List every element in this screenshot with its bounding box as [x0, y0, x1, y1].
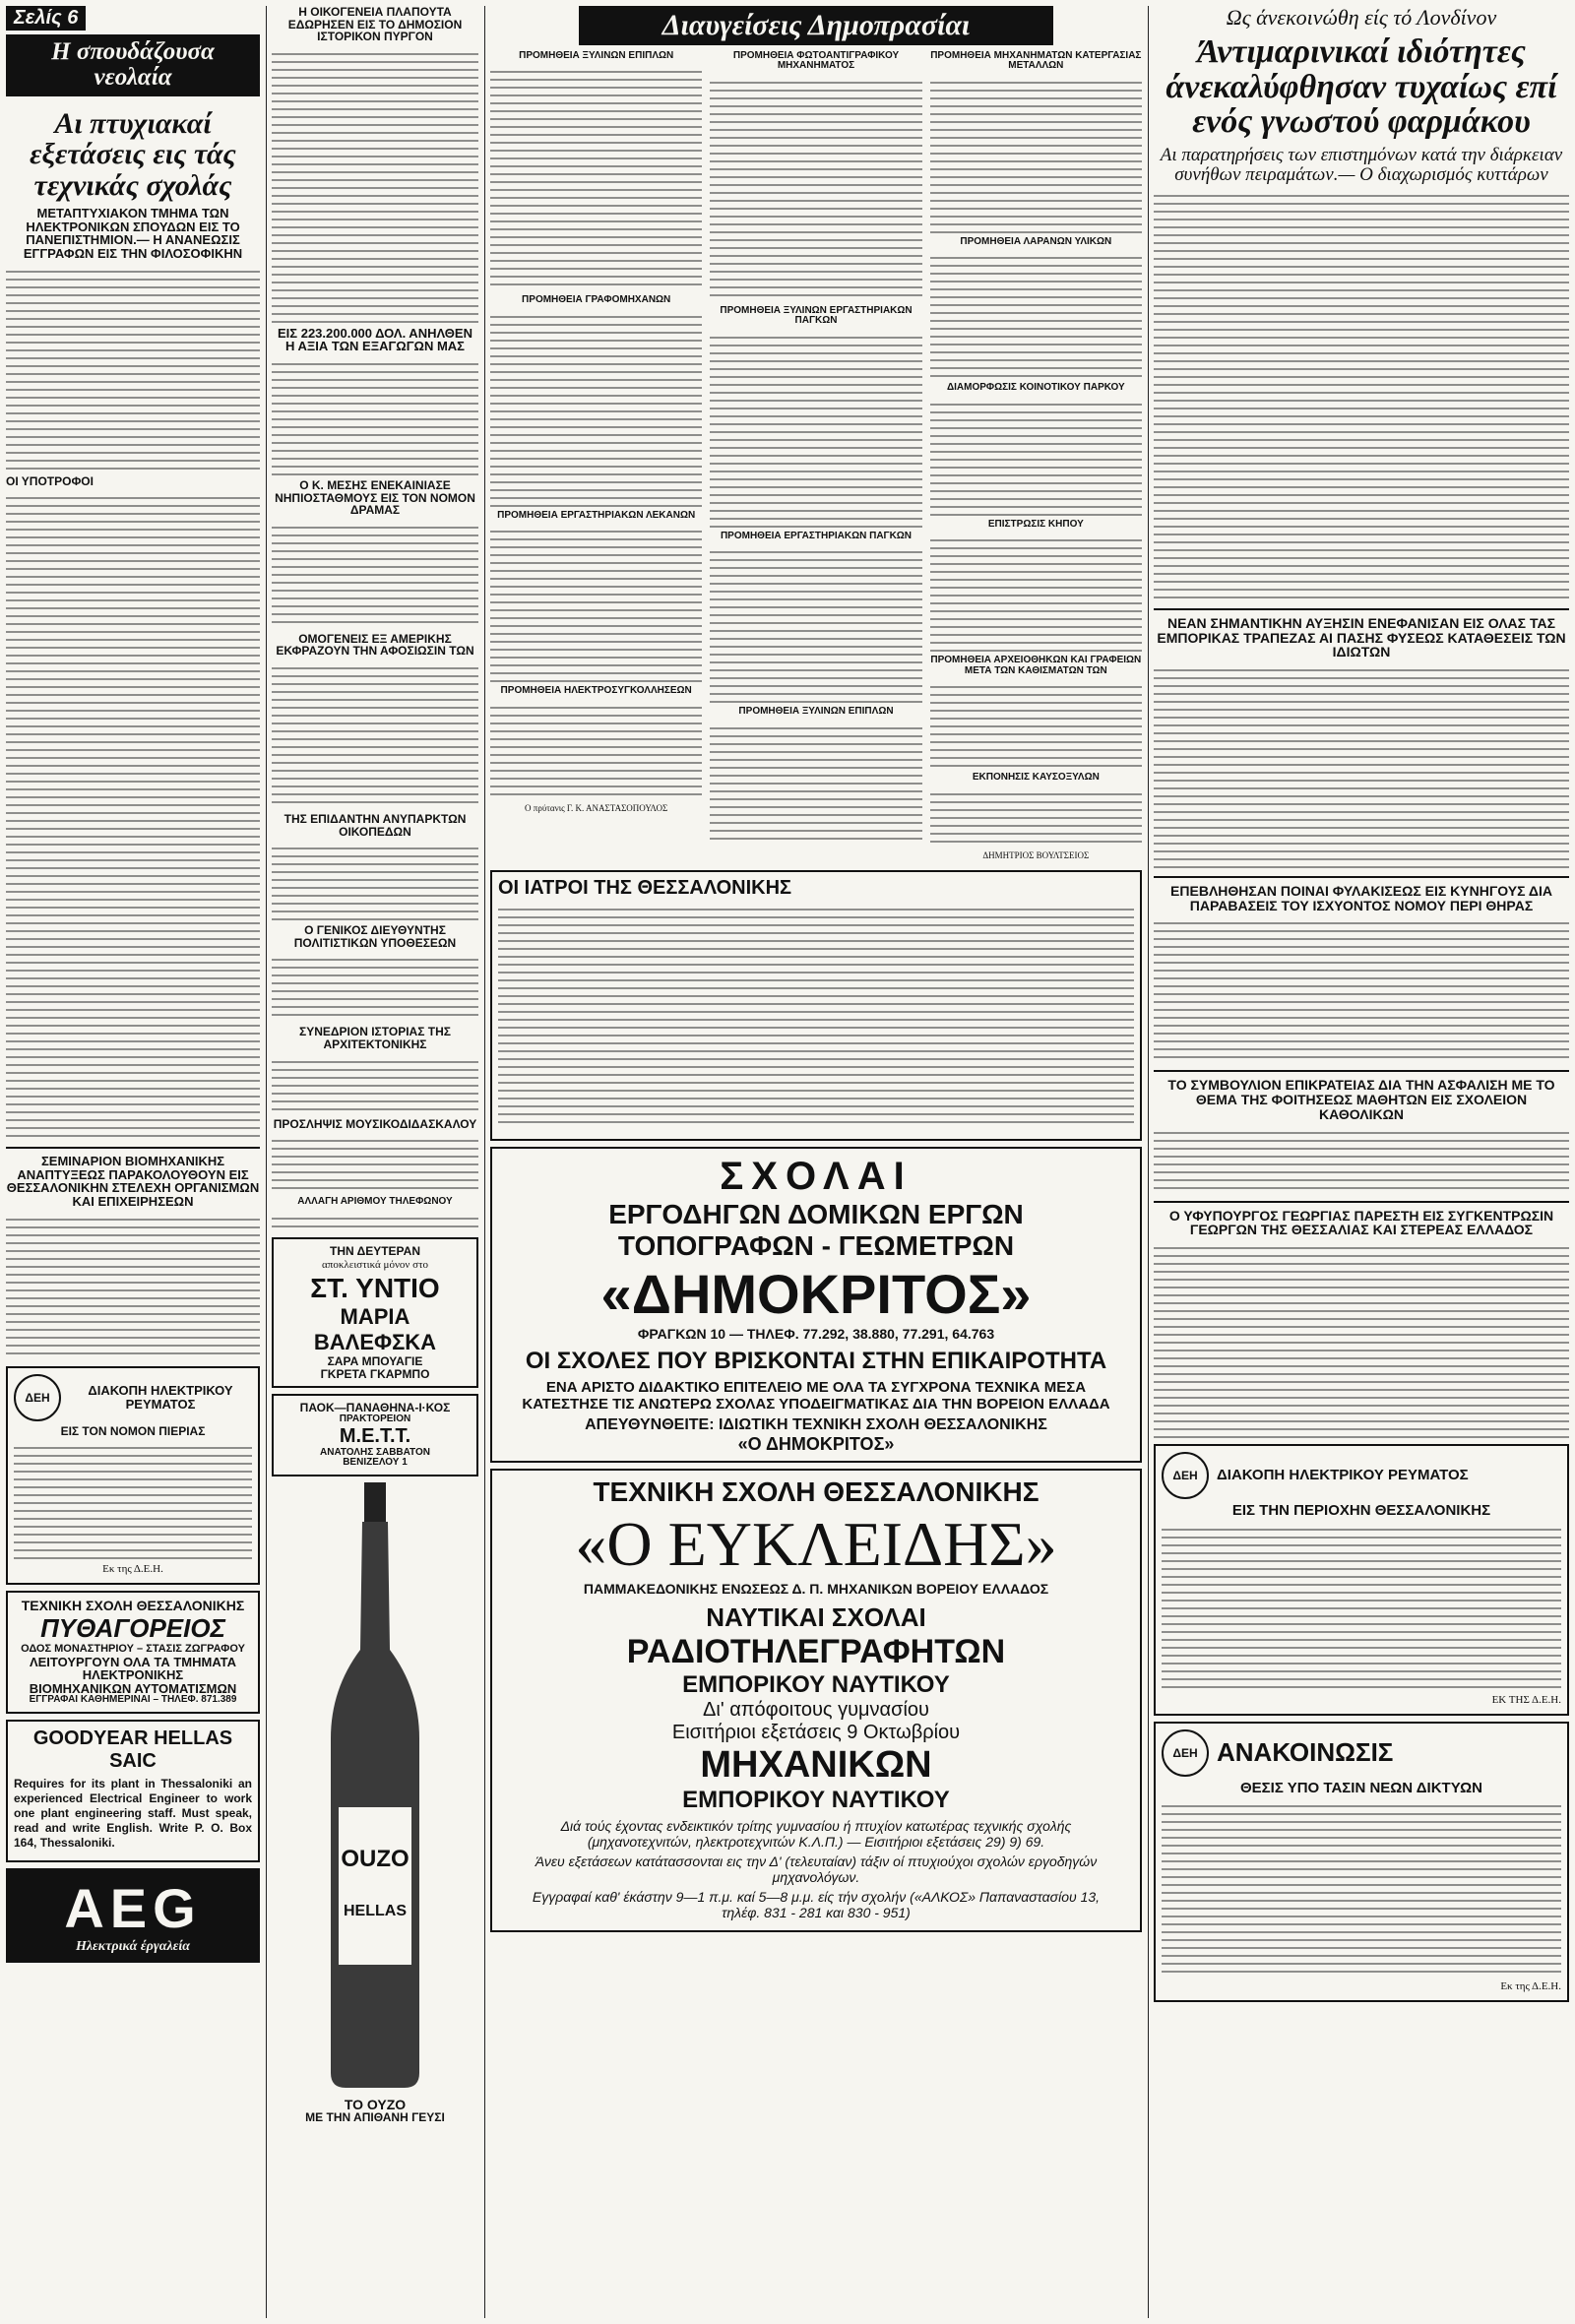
headline: Ο ΓΕΝΙΚΟΣ ΔΙΕΥΘΥΝΤΗΣ ΠΟΛΙΤΙΣΤΙΚΩΝ ΥΠΟΘΕΣΕΩΝ — [293, 923, 457, 950]
headline: Η ΟΙΚΟΓΕΝΕΙΑ ΠΛΑΠΟΥΤΑ ΕΔΩΡΗΣΕΝ ΕΙΣ ΤΟ ΔΗΜΟΣΙΟΝ ΙΣΤΟΡΙΚΟΝ ΠΥΡΓΟΝ — [287, 5, 463, 44]
ad-line: ΒΕΝΙΖΕΛΟΥ 1 — [343, 1457, 408, 1469]
ad-line: ΠΑΟΚ—ΠΑΝΑΘΗΝΑ-Ι·ΚΟΣ — [299, 1401, 451, 1415]
article-body — [272, 47, 478, 323]
section-badge: Σελίς 6 — [6, 6, 86, 31]
auction-title: ΠΡΟΜΗΘΕΙΑ ΜΗΧΑΝΗΜΑΤΩΝ ΚΑΤΕΡΓΑΣΙΑΣ ΜΕΤΑΛΛΩΝ — [930, 49, 1142, 71]
seminar-headline: ΣΕΜΙΝΑΡΙΟΝ ΒΙΟΜΗΧΑΝΙΚΗΣ ΑΝΑΠΤΥΞΕΩΣ ΠΑΡΑΚΟΛΟΥΘΟΥΝ ΕΙΣ ΘΕΣΣΑΛΟΝΙΚΗΝ ΣΤΕΛΕΧΗ ΟΡΓΑΝΙΣΜΩΝ ΚΑΙ ΕΠΙΧΕΙΡΗΣΕΩΝ — [6, 1154, 260, 1210]
ouzo-brand: HELLAS — [344, 1902, 407, 1919]
auction-column — [710, 51, 921, 862]
aeg-tagline: Ηλεκτρικά έργαλεία — [75, 1938, 191, 1954]
ad-line: ΤΕΧΝΙΚΗ ΣΧΟΛΗ ΘΕΣΣΑΛΟΝΙΚΗΣ — [593, 1476, 1040, 1507]
ouzo-ad — [272, 1482, 478, 2124]
announcement-notice — [1154, 1722, 1569, 2003]
deh-notice-region: ΕΙΣ ΤΟΝ ΝΟΜΟΝ ΠΙΕΡΙΑΣ — [60, 1423, 206, 1438]
ad-line: ΕΡΓΟΔΗΓΩΝ ΔΟΜΙΚΩΝ ΕΡΓΩΝ — [608, 1198, 1024, 1229]
auction-title: ΠΡΟΜΗΘΕΙΑ ΗΛΕΚΤΡΟΣΥΓΚΟΛΛΗΣΕΩΝ — [500, 685, 692, 696]
article-body — [272, 1212, 478, 1231]
ad-line: ΕΜΠΟΡΙΚΟΥ ΝΑΥΤΙΚΟΥ — [682, 1786, 950, 1813]
doctors-directory — [490, 870, 1142, 1141]
ad-line: ΤΗΝ ΔΕΥΤΕΡΑΝ — [330, 1243, 420, 1258]
ouzo-bottle-icon — [321, 1482, 429, 2093]
auction-body — [490, 310, 702, 507]
auction-title: ΠΡΟΜΗΘΕΙΑ ΞΥΛΙΝΩΝ ΕΠΙΠΛΩΝ — [519, 49, 674, 61]
headline: Ο Κ. ΜΕΣΗΣ ΕΝΕΚΑΙΝΙΑΣΕ ΝΗΠΙΟΣΤΑΘΜΟΥΣ ΕΙΣ ΤΟΝ ΝΟΜΟΝ ΔΡΑΜΑΣ — [275, 478, 475, 518]
ad-line: Εγγραφαί καθ' έκάστην 9—1 π.μ. καί 5—8 μ.μ. είς τήν σχολήν («ΑΛΚΟΣ» Παπαναστασίου 13, τηλέφ. 831 - 281 και 830 - 951) — [532, 1888, 1101, 1920]
subhead-scholars: ΟΙ ΥΠΟΤΡΟΦΟΙ — [6, 473, 94, 488]
aeg-logo: AEG — [64, 1876, 202, 1939]
ad-line: ΕΝΑ ΑΡΙΣΤΟ ΔΙΔΑΚΤΙΚΟ ΕΠΙΤΕΛΕΙΟ ΜΕ ΟΛΑ ΤΑ ΣΥΓΧΡΟΝΑ ΤΕΧΝΙΚΑ ΜΕΣΑ ΚΑΤΕΣΤΗΣΕ ΤΙΣ ΑΝΩΤΕΡΩ ΣΧΟΛΑΣ ΥΠΟΔΕΙΓΜΑΤΙΚΑΣ ΔΙΑ ΤΗΝ ΒΟΡΕΙΟΝ ΕΛΛΑΔΑ — [522, 1378, 1110, 1413]
ouzo-label: OUZO — [341, 1845, 410, 1872]
newspaper-page — [6, 6, 1569, 2318]
deh-signature: Εκ της Δ.Ε.Η. — [102, 1563, 163, 1576]
auction-title: ΠΡΟΜΗΘΕΙΑ ΓΡΑΦΟΜΗΧΑΝΩΝ — [522, 294, 671, 305]
auction-title: ΠΡΟΜΗΘΕΙΑ ΛΑΡΑΝΩΝ ΥΛΙΚΩΝ — [960, 235, 1112, 247]
ad-line: ΤΕΧΝΙΚΗ ΣΧΟΛΗ ΘΕΣΣΑΛΟΝΙΚΗΣ — [21, 1598, 245, 1614]
ouzo-caption: ΜΕ ΤΗΝ ΑΠΙΘΑΝΗ ΓΕΥΣΙ — [305, 2110, 445, 2125]
article-body — [272, 842, 478, 920]
auction-title: ΠΡΟΜΗΘΕΙΑ ΦΩΤΟΑΝΤΙΓΡΑΦΙΚΟΥ ΜΗΧΑΝΗΜΑΤΟΣ — [732, 49, 900, 71]
ad-line: ΕΓΓΡΑΦΑΙ ΚΑΘΗΜΕΡΙΝΑΙ – ΤΗΛΕΦ. 871.389 — [29, 1694, 237, 1706]
paok-ticket-ad — [272, 1394, 478, 1476]
auction-signature: Ο πρύτανις Γ. Κ. ΑΝΑΣΤΑΣΟΠΟΥΛΟΣ — [525, 802, 668, 813]
article-body — [1154, 1241, 1569, 1438]
notice-body — [1162, 1523, 1561, 1690]
ad-line: ΣΑΡΑ ΜΠΟΥΑΓΙΕ — [327, 1354, 423, 1369]
auction-title: ΠΡΟΜΗΘΕΙΑ ΕΡΓΑΣΤΗΡΙΑΚΩΝ ΠΑΓΚΩΝ — [720, 530, 913, 541]
ad-line: ΕΜΠΟΡΙΚΟΥ ΝΑΥΤΙΚΟΥ — [682, 1670, 950, 1698]
studio-cinema-ad — [272, 1237, 478, 1389]
column-1 — [6, 6, 260, 1963]
column-divider — [484, 6, 485, 2318]
ad-line: αποκλειστικά μόνον στο — [322, 1259, 428, 1272]
headline: ΕΠΕΒΛΗΘΗΣΑΝ ΠΟΙΝΑΙ ΦΥΛΑΚΙΣΕΩΣ ΕΙΣ ΚΥΝΗΓΟΥΣ ΔΙΑ ΠΑΡΑΒΑΣΕΙΣ ΤΟΥ ΙΣΧΥΟΝΤΟΣ ΝΟΜΟΥ ΠΕΡΙ ΘΗΡΑΣ — [1170, 883, 1552, 913]
main-headline: Άντιμαρινικαί ιδιότητες άνεκαλύφθησαν τυχαίως επί ενός γνωστού φαρμάκου — [1166, 33, 1557, 141]
divider — [6, 1147, 260, 1149]
notice-body — [14, 1441, 252, 1559]
main-subheadline: ΜΕΤΑΠΤΥΧΙΑΚΟΝ ΤΜΗΜΑ ΤΩΝ ΗΛΕΚΤΡΟΝΙΚΩΝ ΣΠΟΥΔΩΝ ΕΙΣ ΤΟ ΠΑΝΕΠΙΣΤΗΜΙΟΝ.— Η ΑΝΑΝΕΩΣΙΣ ΕΓΓΡΑΦΩΝ ΕΙΣ ΤΗΝ ΦΙΛΟΣΟΦΙΚΗΝ — [23, 206, 243, 261]
deh-logo-icon: ΔΕΗ — [14, 1374, 61, 1421]
article-body — [1154, 189, 1569, 602]
article-body — [6, 491, 260, 1141]
goodyear-ad — [6, 1720, 260, 1862]
auction-title: ΠΡΟΜΗΘΕΙΑ ΕΡΓΑΣΤΗΡΙΑΚΩΝ ΛΕΚΑΝΩΝ — [497, 509, 696, 521]
auction-title: ΠΡΟΜΗΘΕΙΑ ΑΡΧΕΙΟΘΗΚΩΝ ΚΑΙ ΓΡΑΦΕΙΩΝ ΜΕΤΑ ΤΩΝ ΚΑΘΙΣΜΑΤΩΝ ΤΩΝ — [930, 655, 1142, 676]
headline: ΟΜΟΓΕΝΕΙΣ ΕΞ ΑΜΕΡΙΚΗΣ ΕΚΦΡΑΖΟΥΝ ΤΗΝ ΑΦΟΣΙΩΣΙΝ ΤΩΝ — [276, 631, 474, 659]
ad-line: ΦΡΑΓΚΩΝ 10 — ΤΗΛΕΦ. 77.292, 38.880, 77.291, 64.763 — [637, 1325, 995, 1342]
column-2 — [272, 6, 478, 2124]
ad-line: Δι' απόφοιτους γυμνασίου — [703, 1698, 929, 1721]
auction-column — [490, 51, 702, 862]
auction-body — [490, 701, 702, 799]
article-body — [272, 521, 478, 629]
auction-body — [930, 251, 1142, 379]
auction-body — [930, 787, 1142, 847]
divider — [1154, 1201, 1569, 1203]
ad-line: Διά τούς έχοντας ενδεικτικόν τρίτης γυμνασίου ή πτυχίον κατωτέρας τεχνικής σχολής (μηχανοτεχνιτών, ηλεκτροτεχνιτών Κ.Λ.Π.) — Εισιτήριοι εξετάσεις 29) 9) 69. — [560, 1817, 1072, 1850]
deh-notice-region: ΕΙΣ ΤΗΝ ΠΕΡΙΟΧΗΝ ΘΕΣΣΑΛΟΝΙΚΗΣ — [1231, 1501, 1491, 1519]
main-subheadline: Αι παρατηρήσεις των επιστημόνων κατά την διάρκειαν συνήθων πειραμάτων.— Ο διαχωρισμός κυττάρων — [1160, 145, 1563, 186]
eukleidis-ad — [490, 1469, 1142, 1932]
doctors-heading: ΟΙ ΙΑΤΡΟΙ ΤΗΣ ΘΕΣΣΑΛΟΝΙΚΗΣ — [498, 876, 792, 899]
school-name: «ΔΗΜΟΚΡΙΤΟΣ» — [600, 1262, 1032, 1325]
auction-title: ΕΠΙΣΤΡΩΣΙΣ ΚΗΠΟΥ — [987, 518, 1084, 530]
article-body — [6, 265, 260, 471]
column-6 — [1154, 6, 1569, 2008]
ad-line: ΤΟΠΟΓΡΑΦΩΝ - ΓΕΩΜΕΤΡΩΝ — [617, 1229, 1015, 1261]
article-kicker: Ως άνεκοινώθη είς τό Λονδίνον — [1226, 5, 1497, 30]
article-body — [1154, 916, 1569, 1064]
auctions-columns — [490, 51, 1142, 862]
ad-title: ΠΥΘΑΓΟΡΕΙΟΣ — [40, 1613, 225, 1643]
deh-notice-title: ΔΙΑΚΟΠΗ ΗΛΕΚΤΡΙΚΟΥ ΡΕΥΜΑΤΟΣ — [1217, 1467, 1469, 1484]
auction-body — [930, 76, 1142, 233]
section-banner: Η σπουδάζουσα νεολαία — [6, 34, 260, 96]
ad-line: ΠΑΜΜΑΚΕΔΟΝΙΚΗΣ ΕΝΩΣΕΩΣ Δ. Π. ΜΗΧΑΝΙΚΩΝ ΒΟΡΕΙΟΥ ΕΛΛΑΔΟΣ — [583, 1580, 1049, 1597]
notice-body — [1162, 1799, 1561, 1977]
pythagoreios-ad — [6, 1591, 260, 1714]
cinema-name: ΣΤ. ΥΝΤΙΟ — [310, 1273, 440, 1304]
ad-line: ΡΑΔΙΟΤΗΛΕΓΡΑΦΗΤΩΝ — [626, 1632, 1006, 1670]
deh-notice — [6, 1366, 260, 1586]
ad-line: ΛΕΙΤΟΥΡΓΟΥΝ ΟΛΑ ΤΑ ΤΜΗΜΑΤΑ — [29, 1654, 237, 1669]
column-divider — [1148, 6, 1149, 2318]
auction-body — [490, 525, 702, 682]
deh-logo-icon: ΔΕΗ — [1162, 1452, 1209, 1499]
ad-line: ΒΙΟΜΗΧΑΝΙΚΩΝ ΑΥΤΟΜΑΤΙΣΜΩΝ — [29, 1680, 237, 1696]
headline: ΤΗΣ ΕΠΙΔΑΝΤΗΝ ΑΝΥΠΑΡΚΤΩΝ ΟΙΚΟΠΕΔΩΝ — [284, 812, 467, 839]
auction-body — [710, 331, 921, 528]
divider — [1154, 1070, 1569, 1072]
article-body — [272, 1055, 478, 1114]
article-body — [272, 357, 478, 475]
aeg-ad — [6, 1868, 260, 1963]
ad-line: «Ο ΔΗΜΟΚΡΙΤΟΣ» — [737, 1433, 895, 1454]
column-divider — [266, 6, 267, 2318]
headline: ΑΛΛΑΓΗ ΑΡΙΘΜΟΥ ΤΗΛΕΦΩΝΟΥ — [297, 1196, 453, 1208]
goodyear-text: Requires for its plant in Thessaloniki an experienced Electrical Engineer to work one plant engineering staff. Must speak, read and write English. Write P. O. Box 164, Thessaloniki. — [14, 1776, 252, 1850]
ad-line: ΝΑΥΤΙΚΑΙ ΣΧΟΛΑΙ — [706, 1602, 926, 1632]
headline: ΠΡΟΣΛΗΨΙΣ ΜΟΥΣΙΚΟΔΙΔΑΣΚΑΛΟΥ — [273, 1116, 477, 1131]
main-headline: Αι πτυχιακαί εξετάσεις εις τάς τεχνικάς σχολάς — [30, 106, 236, 202]
ad-line: ΠΡΑΚΤΟΡΕΙΟΝ — [339, 1413, 411, 1425]
auction-body — [930, 534, 1142, 652]
ad-line: ΣΧΟΛΑΙ — [720, 1154, 913, 1198]
auction-signature: ΔΗΜΗΤΡΙΟΣ ΒΟΥΛΤΣΕΙΟΣ — [982, 849, 1090, 860]
announcement-signature: Εκ της Δ.Ε.Η. — [1500, 1980, 1561, 1993]
auction-body — [710, 545, 921, 703]
goodyear-title: GOODYEAR HELLAS SAIC — [32, 1727, 233, 1772]
ad-line: Άνευ εξετάσεων κατάτασσονται εις την Δ' (τελευταίαν) τάξιν οί πτυχιούχοι σχολών εργοδηγών μηχανολόγων. — [535, 1853, 1098, 1885]
article-body — [272, 953, 478, 1022]
auction-title: ΠΡΟΜΗΘΕΙΑ ΞΥΛΙΝΩΝ ΕΡΓΑΣΤΗΡΙΑΚΩΝ ΠΑΓΚΩΝ — [720, 304, 913, 326]
deh-notice-title: ΔΙΑΚΟΠΗ ΗΛΕΚΤΡΙΚΟΥ ΡΕΥΜΑΤΟΣ — [88, 1383, 233, 1412]
auctions-banner: Διαυγείσεις Δημοπρασίαι — [579, 6, 1053, 45]
school-name: «Ο ΕΥΚΛΕΙΔΗΣ» — [575, 1508, 1057, 1579]
dimokritos-ad — [490, 1147, 1142, 1463]
auction-body — [710, 76, 921, 302]
headline: ΣΥΝΕΔΡΙΟΝ ΙΣΤΟΡΙΑΣ ΤΗΣ ΑΡΧΙΤΕΚΤΟΝΙΚΗΣ — [299, 1025, 451, 1051]
announcement-title: ΑΝΑΚΟΙΝΩΣΙΣ — [1217, 1737, 1394, 1767]
ad-line: ΑΠΕΥΘΥΝΘΕΙΤΕ: ΙΔΙΩΤΙΚΗ ΤΕΧΝΙΚΗ ΣΧΟΛΗ ΘΕΣΣΑΛΟΝΙΚΗΣ — [585, 1415, 1047, 1433]
ad-line: ΜΗΧΑΝΙΚΩΝ — [700, 1743, 932, 1786]
deh-signature: ΕΚ ΤΗΣ Δ.Ε.Η. — [1491, 1693, 1561, 1706]
ad-line: ΟΙ ΣΧΟΛΕΣ ΠΟΥ ΒΡΙΣΚΟΝΤΑΙ ΣΤΗΝ ΕΠΙΚΑΙΡΟΤΗΤΑ — [525, 1347, 1107, 1374]
article-body — [272, 661, 478, 809]
film-title: ΜΑΡΙΑ ΒΑΛΕΦΣΚΑ — [313, 1304, 437, 1355]
auction-body — [490, 65, 702, 291]
auction-column — [930, 51, 1142, 862]
agency-name: Μ.Ε.Τ.Τ. — [339, 1424, 411, 1447]
auction-title: ΕΚΠΟΝΗΣΙΣ ΚΑΥΣΟΞΥΛΩΝ — [972, 772, 1100, 783]
doctors-list — [498, 903, 1134, 1129]
headline: ΤΟ ΣΥΜΒΟΥΛΙΟΝ ΕΠΙΚΡΑΤΕΙΑΣ ΔΙΑ ΤΗΝ ΑΣΦΑΛΙΣΗ ΜΕ ΤΟ ΘΕΜΑ ΤΗΣ ΦΟΙΤΗΣΕΩΣ ΜΑΘΗΤΩΝ ΕΙΣ ΣΧΟΛΕΙΟΝ ΚΑΘΟΛΙΚΩΝ — [1167, 1077, 1555, 1122]
ad-line: ΑΝΑΤΟΛΗΣ ΣΑΒΒΑΤΟΝ — [320, 1446, 430, 1458]
headline: ΝΕΑΝ ΣΗΜΑΝΤΙΚΗΝ ΑΥΞΗΣΙΝ ΕΝΕΦΑΝΙΣΑΝ ΕΙΣ ΟΛΑΣ ΤΑΣ ΕΜΠΟΡΙΚΑΣ ΤΡΑΠΕΖΑΣ ΑΙ ΠΑΣΗΣ ΦΥΣΕΩΣ ΚΑΤΑΘΕΣΕΙΣ ΤΩΝ ΙΔΙΩΤΩΝ — [1157, 615, 1566, 660]
auction-title: ΔΙΑΜΟΡΦΩΣΙΣ ΚΟΙΝΟΤΙΚΟΥ ΠΑΡΚΟΥ — [946, 382, 1125, 393]
article-body — [1154, 663, 1569, 870]
auction-body — [710, 722, 921, 840]
deh-logo-icon: ΔΕΗ — [1162, 1729, 1209, 1777]
article-body — [6, 1213, 260, 1360]
divider — [1154, 876, 1569, 878]
article-body — [272, 1134, 478, 1193]
divider — [1154, 608, 1569, 610]
headline: ΕΙΣ 223.200.000 ΔΟΛ. ΑΝΗΛΘΕΝ Η ΑΞΙΑ ΤΩΝ ΕΞΑΓΩΓΩΝ ΜΑΣ — [278, 325, 472, 354]
ad-line: Εισιτήριοι εξετάσεις 9 Οκτωβρίου — [671, 1721, 961, 1743]
ad-line: ΟΔΟΣ ΜΟΝΑΣΤΗΡΙΟΥ – ΣΤΑΣΙΣ ΖΩΓΡΑΦΟΥ — [21, 1643, 245, 1655]
article-body — [1154, 1126, 1569, 1195]
auctions-block — [490, 6, 1142, 1938]
announcement-subtitle: ΘΕΣΙΣ ΥΠΟ ΤΑΣΙΝ ΝΕΩΝ ΔΙΚΤΥΩΝ — [1239, 1779, 1482, 1796]
auction-title: ΠΡΟΜΗΘΕΙΑ ΞΥΛΙΝΩΝ ΕΠΙΠΛΩΝ — [738, 706, 894, 717]
deh-notice — [1154, 1444, 1569, 1716]
headline: Ο ΥΦΥΠΟΥΡΓΟΣ ΓΕΩΡΓΙΑΣ ΠΑΡΕΣΤΗ ΕΙΣ ΣΥΓΚΕΝΤΡΩΣΙΝ ΓΕΩΡΓΩΝ ΤΗΣ ΘΕΣΣΑΛΙΑΣ ΚΑΙ ΣΤΕΡΕΑΣ ΕΛΛΑΔΟΣ — [1168, 1207, 1554, 1238]
auction-body — [930, 680, 1142, 769]
ad-line: ΗΛΕΚΤΡΟΝΙΚΗΣ — [82, 1667, 184, 1683]
ad-line: ΓΚΡΕΤΑ ΓΚΑΡΜΠΟ — [320, 1366, 430, 1381]
auction-body — [930, 398, 1142, 516]
ouzo-caption: ΤΟ ΟΥΖΟ — [344, 2096, 407, 2112]
